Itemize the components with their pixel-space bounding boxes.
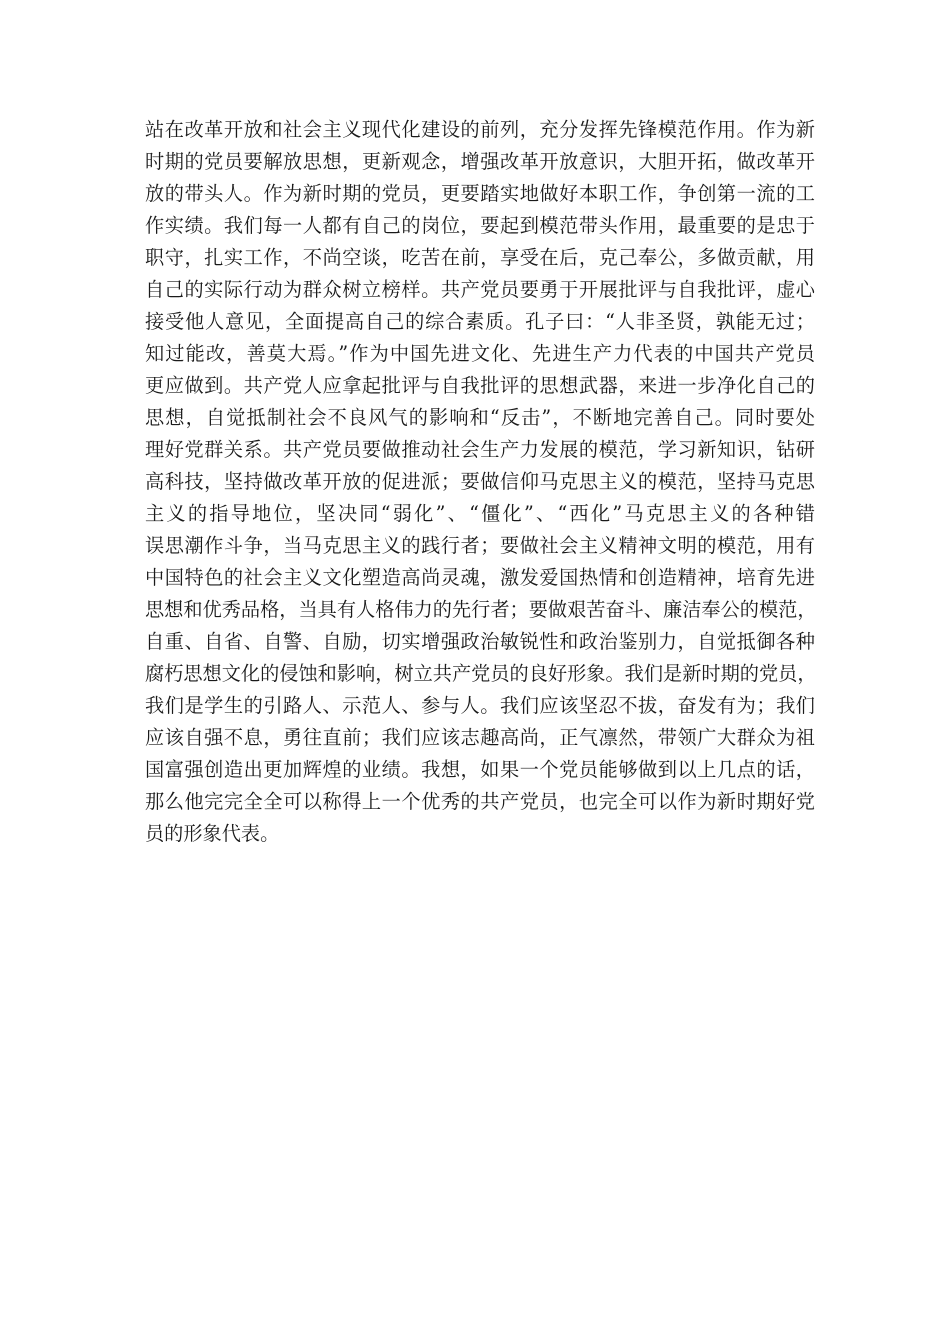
text-line: 自己的实际行动为群众树立榜样。共产党员要勇于开展批评与自我批评，虚心 xyxy=(145,278,815,301)
text-line: 接受他人意见，全面提高自己的综合素质。孔子曰：“人非圣贤，孰能无过； xyxy=(145,310,815,333)
text-line: 那么他完完全全可以称得上一个优秀的共产党员，也完全可以作为新时期好党 xyxy=(145,790,815,813)
text-line: 思想，自觉抵制社会不良风气的影响和“反击”，不断地完善自己。同时要处 xyxy=(145,406,815,429)
text-line: 思想和优秀品格，当具有人格伟力的先行者；要做艰苦奋斗、廉洁奉公的模范， xyxy=(145,598,817,621)
text-line: 员的形象代表。 xyxy=(145,822,280,845)
text-line: 时期的党员要解放思想，更新观念，增强改革开放意识，大胆开拓，做改革开 xyxy=(145,150,815,173)
text-line: 知过能改，善莫大焉。”作为中国先进文化、先进生产力代表的中国共产党员 xyxy=(145,342,815,365)
text-line: 主义的指导地位，坚决同“弱化”、“僵化”、“西化”马克思主义的各种错 xyxy=(145,502,815,525)
text-line: 作实绩。我们每一人都有自己的岗位，要起到模范带头作用，最重要的是忠于 xyxy=(145,214,815,237)
text-line: 更应做到。共产党人应拿起批评与自我批评的思想武器，来进一步净化自己的 xyxy=(145,374,815,397)
body-paragraph xyxy=(145,114,815,850)
text-line: 中国特色的社会主义文化塑造高尚灵魂，激发爱国热情和创造精神，培育先进 xyxy=(145,566,815,589)
text-line: 放的带头人。作为新时期的党员，更要踏实地做好本职工作，争创第一流的工 xyxy=(145,182,815,205)
text-line: 高科技，坚持做改革开放的促进派；要做信仰马克思主义的模范，坚持马克思 xyxy=(145,470,815,493)
text-line: 我们是学生的引路人、示范人、参与人。我们应该坚忍不拔，奋发有为；我们 xyxy=(145,694,815,717)
text-line: 腐朽思想文化的侵蚀和影响，树立共产党员的良好形象。我们是新时期的党员， xyxy=(145,662,817,685)
text-line: 误思潮作斗争，当马克思主义的践行者；要做社会主义精神文明的模范，用有 xyxy=(145,534,815,557)
text-line: 应该自强不息，勇往直前；我们应该志趣高尚，正气凛然，带领广大群众为祖 xyxy=(145,726,815,749)
text-line: 国富强创造出更加辉煌的业绩。我想，如果一个党员能够做到以上几点的话， xyxy=(145,758,815,781)
text-line: 职守，扎实工作，不尚空谈，吃苦在前，享受在后，克己奉公，多做贡献，用 xyxy=(145,246,815,269)
text-line: 理好党群关系。共产党员要做推动社会生产力发展的模范，学习新知识，钻研 xyxy=(145,438,815,461)
text-line: 站在改革开放和社会主义现代化建设的前列，充分发挥先锋模范作用。作为新 xyxy=(145,118,815,141)
text-line: 自重、自省、自警、自励，切实增强政治敏锐性和政治鉴别力，自觉抵御各种 xyxy=(145,630,815,653)
